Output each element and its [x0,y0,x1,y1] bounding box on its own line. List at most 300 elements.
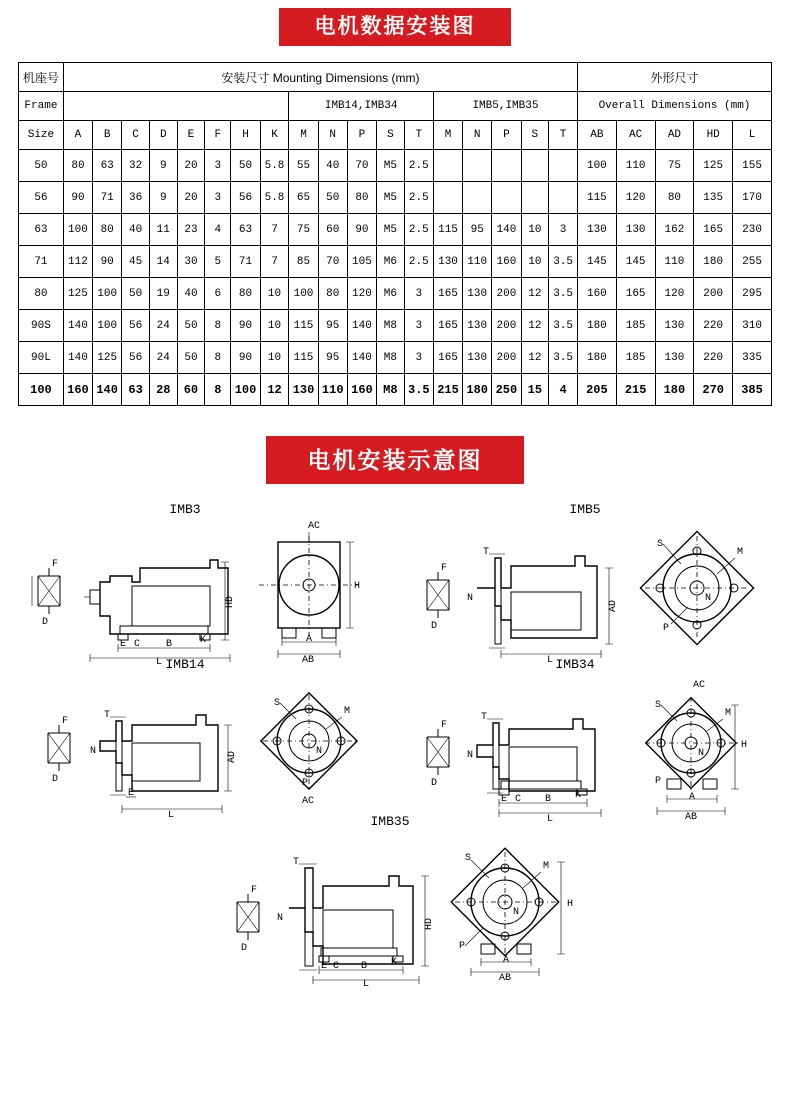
label-ac: AC [302,796,315,807]
header-overall-dims: Overall Dimensions (mm) [578,92,772,121]
cell-m2 [433,150,462,182]
cell-b: 63 [93,150,122,182]
label-l: L [547,655,554,666]
label-n2: N [705,593,712,604]
cell-k: 10 [260,278,289,310]
cell-m2: 165 [433,310,462,342]
cell-s2 [521,182,549,214]
cell-size: 90S [19,310,64,342]
label-ab: AB [685,812,698,823]
cell-l: 155 [733,150,772,182]
cell-l: 230 [733,214,772,246]
cell-a: 112 [63,246,92,278]
label-e: E [128,788,135,799]
cell-s2: 15 [521,374,549,406]
header-imb5-35: IMB5,IMB35 [433,92,577,121]
cell-h: 80 [231,278,260,310]
cell-ab: 145 [578,246,617,278]
col-head-s2: S [521,121,549,150]
cell-e: 50 [177,310,205,342]
col-head-size: Size [19,121,64,150]
cell-m1: 85 [289,246,318,278]
cell-f: 5 [205,246,231,278]
cell-ac: 165 [616,278,655,310]
col-head-p1: P [347,121,376,150]
cell-l: 255 [733,246,772,278]
cell-n1: 50 [318,182,347,214]
label-e: E [120,639,127,650]
label-n: N [277,913,284,924]
cell-d: 9 [149,182,177,214]
cell-t2: 3.5 [549,246,578,278]
cell-m1: 115 [289,310,318,342]
label-k: K [200,635,207,646]
label-ad: AD [608,599,619,612]
cell-f: 3 [205,150,231,182]
cell-n2: 130 [463,342,492,374]
label-f: F [62,716,69,727]
cell-e: 50 [177,342,205,374]
label-d: D [42,617,49,628]
header-mounting-cjk: 安装尺寸 Mounting Dimensions (mm) [63,63,577,92]
label-n: N [90,746,97,757]
label-s: S [465,853,472,864]
cell-n2: 180 [463,374,492,406]
col-head-hd: HD [694,121,733,150]
label-p: P [459,941,466,952]
cell-ad: 75 [655,150,694,182]
cell-h: 56 [231,182,260,214]
cell-ab: 180 [578,310,617,342]
label-t: T [293,857,300,868]
table-row [19,342,772,374]
diagram-title-banner: 电机安装示意图 [266,436,524,484]
diagram-imb3-title: IMB3 [169,502,201,517]
label-hd: HD [225,595,236,608]
table-title-banner: 电机数据安装图 [279,8,511,46]
cell-s2: 12 [521,278,549,310]
label-s: S [655,700,662,711]
cell-d: 28 [149,374,177,406]
table-row [19,150,772,182]
cell-hd: 165 [694,214,733,246]
cell-t1: 2.5 [404,150,433,182]
diagram-imb5-title: IMB5 [569,502,601,517]
col-head-b: B [93,121,122,150]
cell-c: 32 [122,150,150,182]
cell-p1: 70 [347,150,376,182]
cell-s1: M5 [377,182,405,214]
cell-m2 [433,182,462,214]
label-a: A [503,955,510,966]
cell-size: 71 [19,246,64,278]
col-head-t2: T [549,121,578,150]
label-c: C [333,961,340,972]
cell-m1: 55 [289,150,318,182]
cell-t2 [549,182,578,214]
col-head-l: L [733,121,772,150]
cell-p2 [492,150,521,182]
header-overall-cjk: 外形尺寸 [578,63,772,92]
cell-p1: 80 [347,182,376,214]
cell-c: 36 [122,182,150,214]
cell-k: 10 [260,310,289,342]
cell-n2: 95 [463,214,492,246]
col-head-n2: N [463,121,492,150]
cell-m1: 100 [289,278,318,310]
col-head-t1: T [404,121,433,150]
cell-n2 [463,182,492,214]
cell-t1: 2.5 [404,246,433,278]
label-c: C [134,639,141,650]
cell-b: 90 [93,246,122,278]
cell-k: 10 [260,342,289,374]
label-e: E [321,961,328,972]
cell-f: 6 [205,278,231,310]
cell-k: 5.8 [260,182,289,214]
label-s: S [274,698,281,709]
cell-n1: 40 [318,150,347,182]
diagram-imb5-svg [405,524,775,664]
cell-size: 90L [19,342,64,374]
col-head-p2: P [492,121,521,150]
cell-f: 3 [205,182,231,214]
cell-l: 170 [733,182,772,214]
cell-ad: 110 [655,246,694,278]
cell-h: 71 [231,246,260,278]
cell-size: 80 [19,278,64,310]
cell-f: 8 [205,374,231,406]
label-ab: AB [302,655,315,666]
cell-p1: 160 [347,374,376,406]
cell-s1: M5 [377,150,405,182]
label-t: T [483,547,490,558]
col-head-k: K [260,121,289,150]
cell-c: 56 [122,310,150,342]
cell-n1: 95 [318,310,347,342]
cell-b: 140 [93,374,122,406]
cell-n2 [463,150,492,182]
cell-s2: 12 [521,342,549,374]
cell-p2: 200 [492,342,521,374]
cell-n1: 95 [318,342,347,374]
cell-p1: 140 [347,342,376,374]
col-head-ac: AC [616,121,655,150]
dimensions-table [18,62,772,406]
label-h: H [354,581,361,592]
cell-e: 30 [177,246,205,278]
label-ac: AC [693,680,706,691]
cell-s2: 10 [521,246,549,278]
table-header-row-3 [19,121,772,150]
label-f: F [441,720,448,731]
cell-f: 8 [205,342,231,374]
cell-k: 7 [260,214,289,246]
cell-a: 125 [63,278,92,310]
label-d: D [52,774,59,785]
label-s: S [657,539,664,550]
cell-s2 [521,150,549,182]
label-hd: HD [424,917,435,930]
cell-l: 310 [733,310,772,342]
cell-hd: 135 [694,182,733,214]
cell-m2: 165 [433,278,462,310]
header-frame-cjk: 机座号 [19,63,64,92]
cell-m1: 130 [289,374,318,406]
cell-l: 385 [733,374,772,406]
cell-ad: 130 [655,342,694,374]
label-n2: N [316,746,323,757]
cell-p2: 250 [492,374,521,406]
cell-c: 63 [122,374,150,406]
cell-m2: 165 [433,342,462,374]
cell-ac: 185 [616,310,655,342]
cell-n1: 80 [318,278,347,310]
cell-ab: 130 [578,214,617,246]
label-k: K [391,957,398,968]
cell-s1: M6 [377,246,405,278]
header-imb14-34: IMB14,IMB34 [289,92,433,121]
cell-m1: 115 [289,342,318,374]
cell-hd: 180 [694,246,733,278]
label-ad: AD [227,750,238,763]
cell-ad: 120 [655,278,694,310]
col-head-m2: M [433,121,462,150]
label-f: F [441,563,448,574]
label-b: B [361,961,368,972]
diagram-imb14-svg [20,679,360,819]
cell-p1: 105 [347,246,376,278]
label-l: L [168,810,175,821]
label-a: A [306,634,313,645]
diagram-imb35-svg [215,836,615,990]
col-head-d: D [149,121,177,150]
header-frame: Frame [19,92,64,121]
cell-s2: 12 [521,310,549,342]
cell-e: 20 [177,182,205,214]
cell-a: 140 [63,310,92,342]
cell-size: 56 [19,182,64,214]
col-head-s1: S [377,121,405,150]
col-head-n1: N [318,121,347,150]
cell-ac: 185 [616,342,655,374]
cell-p1: 140 [347,310,376,342]
cell-h: 90 [231,342,260,374]
cell-p2 [492,182,521,214]
cell-n2: 130 [463,310,492,342]
label-n2: N [698,748,705,759]
col-head-ad: AD [655,121,694,150]
cell-a: 140 [63,342,92,374]
cell-hd: 270 [694,374,733,406]
cell-d: 11 [149,214,177,246]
cell-t2: 3.5 [549,310,578,342]
label-k: K [575,790,582,801]
cell-hd: 220 [694,310,733,342]
cell-m1: 75 [289,214,318,246]
cell-t2: 4 [549,374,578,406]
diagram-imb34-title: IMB34 [555,657,595,672]
cell-p1: 120 [347,278,376,310]
col-head-c: C [122,121,150,150]
cell-t2: 3.5 [549,278,578,310]
cell-e: 60 [177,374,205,406]
cell-t1: 3 [404,342,433,374]
label-h: H [567,899,574,910]
label-p: P [663,623,670,634]
cell-h: 63 [231,214,260,246]
cell-e: 40 [177,278,205,310]
cell-d: 24 [149,342,177,374]
cell-s2: 10 [521,214,549,246]
table-header-row-1 [19,63,772,92]
label-b: B [166,639,173,650]
cell-p2: 160 [492,246,521,278]
header-blank-a-k [63,92,289,121]
table-row [19,374,772,406]
cell-ac: 145 [616,246,655,278]
cell-t2 [549,150,578,182]
cell-hd: 200 [694,278,733,310]
cell-ad: 180 [655,374,694,406]
cell-p2: 200 [492,310,521,342]
table-row [19,214,772,246]
label-a: A [689,792,696,803]
label-m: M [543,861,550,872]
label-n: N [467,750,474,761]
cell-ab: 180 [578,342,617,374]
cell-k: 12 [260,374,289,406]
cell-n1: 110 [318,374,347,406]
cell-hd: 125 [694,150,733,182]
label-e: E [501,794,508,805]
label-f: F [251,885,258,896]
cell-t1: 3.5 [404,374,433,406]
cell-l: 295 [733,278,772,310]
label-m: M [737,547,744,558]
label-p: P [655,776,662,787]
diagram-imb34-svg [405,679,775,824]
cell-ad: 162 [655,214,694,246]
diagram-area [0,502,790,1022]
cell-ac: 130 [616,214,655,246]
cell-p2: 200 [492,278,521,310]
diagram-imb35-title: IMB35 [370,814,410,829]
label-h: H [741,740,748,751]
cell-hd: 220 [694,342,733,374]
cell-d: 14 [149,246,177,278]
cell-h: 50 [231,150,260,182]
label-ac: AC [308,521,321,532]
cell-n1: 70 [318,246,347,278]
cell-c: 50 [122,278,150,310]
cell-l: 335 [733,342,772,374]
cell-b: 71 [93,182,122,214]
cell-size: 50 [19,150,64,182]
cell-t2: 3.5 [549,342,578,374]
label-d: D [431,621,438,632]
cell-m2: 130 [433,246,462,278]
cell-f: 4 [205,214,231,246]
cell-n1: 60 [318,214,347,246]
cell-ad: 130 [655,310,694,342]
cell-a: 160 [63,374,92,406]
label-ab: AB [499,973,512,984]
cell-c: 40 [122,214,150,246]
label-m: M [344,706,351,717]
table-row [19,246,772,278]
cell-d: 9 [149,150,177,182]
col-head-e: E [177,121,205,150]
cell-ad: 80 [655,182,694,214]
cell-ab: 205 [578,374,617,406]
table-header-row-2 [19,92,772,121]
dimensions-table-wrap [18,62,772,406]
label-l: L [547,814,554,825]
col-head-f: F [205,121,231,150]
cell-k: 5.8 [260,150,289,182]
label-m: M [725,708,732,719]
col-head-a: A [63,121,92,150]
cell-n2: 130 [463,278,492,310]
label-n2: N [513,907,520,918]
label-b: B [545,794,552,805]
cell-t1: 2.5 [404,182,433,214]
table-row [19,310,772,342]
cell-p2: 140 [492,214,521,246]
col-head-ab: AB [578,121,617,150]
label-l: L [363,979,370,990]
label-p: P [302,778,309,789]
cell-ab: 160 [578,278,617,310]
cell-t1: 2.5 [404,214,433,246]
cell-ac: 215 [616,374,655,406]
cell-ac: 120 [616,182,655,214]
cell-h: 100 [231,374,260,406]
cell-s1: M5 [377,214,405,246]
label-t: T [104,710,111,721]
cell-a: 80 [63,150,92,182]
cell-e: 20 [177,150,205,182]
cell-c: 56 [122,342,150,374]
label-l: L [156,657,163,668]
cell-m1: 65 [289,182,318,214]
label-n: N [467,593,474,604]
cell-b: 80 [93,214,122,246]
cell-t2: 3 [549,214,578,246]
cell-s1: M8 [377,310,405,342]
table-row [19,182,772,214]
cell-size: 63 [19,214,64,246]
label-f: F [52,559,59,570]
label-d: D [431,778,438,789]
cell-e: 23 [177,214,205,246]
cell-a: 90 [63,182,92,214]
cell-c: 45 [122,246,150,278]
col-head-h: H [231,121,260,150]
cell-s1: M6 [377,278,405,310]
cell-t1: 3 [404,310,433,342]
cell-t1: 3 [404,278,433,310]
cell-d: 24 [149,310,177,342]
label-d: D [241,943,248,954]
cell-n2: 110 [463,246,492,278]
cell-m2: 215 [433,374,462,406]
cell-ac: 110 [616,150,655,182]
cell-b: 100 [93,310,122,342]
table-row [19,278,772,310]
cell-m2: 115 [433,214,462,246]
